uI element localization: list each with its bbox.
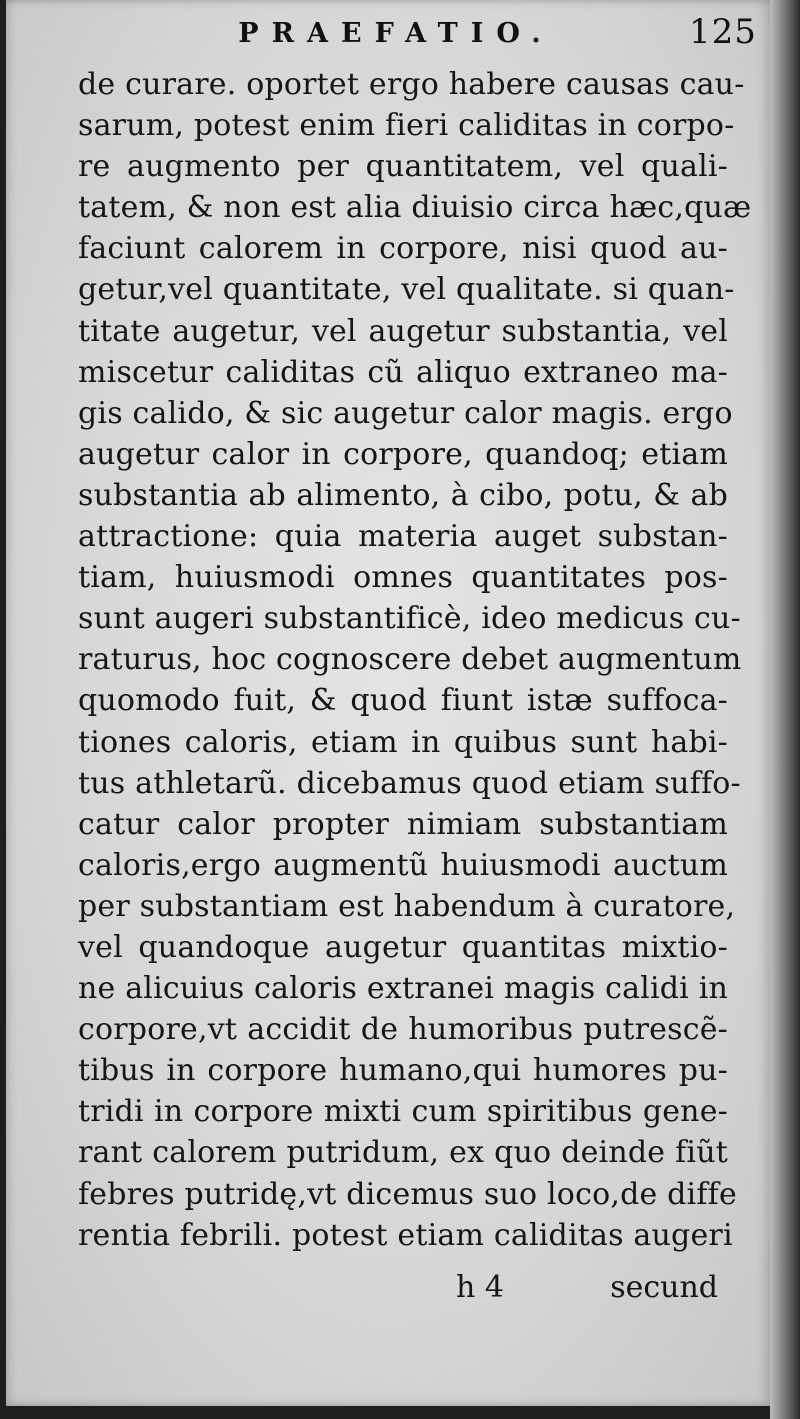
page-edge-shadow <box>770 0 800 1419</box>
text-line: catur calor propter nimiam substantiam <box>78 806 728 842</box>
text-line: ne alicuius caloris extranei magis calidi in <box>78 971 729 1007</box>
text-line: getur,vel quantitate, vel qualitate. si quan- <box>78 272 735 308</box>
text-line: vel quandoque augetur quantitas mixtio- <box>78 929 728 965</box>
text-line: attractione: quia materia auget substan- <box>78 519 728 555</box>
text-line: raturus, hoc cognoscere debet augmentum <box>78 642 742 678</box>
running-head: PRAEFATIO. <box>238 18 554 49</box>
text-line: tibus in corpore humano,qui humores pu- <box>78 1053 728 1089</box>
text-line: corpore,vt accidit de humoribus putrescẽ- <box>78 1012 728 1048</box>
text-line: tridi in corpore mixti cum spiritibus gene- <box>78 1094 728 1130</box>
text-line: augetur calor in corpore, quandoq; etiam <box>78 436 728 472</box>
body-text <box>78 64 752 1256</box>
page-footer <box>78 1270 728 1310</box>
text-line: de curare. oportet ergo habere causas cau- <box>78 67 745 102</box>
text-line: gis calido, & sic augetur calor magis. ergo <box>78 395 733 431</box>
signature-mark: h 4 <box>456 1270 504 1305</box>
text-line: substantia ab alimento, à cibo, potu, & ab <box>78 477 728 513</box>
page-number: 125 <box>689 12 757 52</box>
text-line: febres putridę,vt dicemus suo loco,de diffe <box>78 1176 737 1212</box>
text-line: sunt augeri substantificè, ideo medicus cu- <box>78 601 741 637</box>
catchword: secund <box>610 1270 718 1305</box>
text-line: caloris,ergo augmentũ huiusmodi auctum <box>78 847 728 883</box>
text-line: sarum, potest enim fieri caliditas in corpo- <box>78 108 735 144</box>
text-line: rant calorem putridum, ex quo deinde fiũt <box>78 1135 728 1171</box>
text-line: quomodo fuit, & quod fiunt istæ suffoca- <box>78 683 728 719</box>
text-line: titate augetur, vel augetur substantia, vel <box>78 313 728 349</box>
text-line: rentia febrili. potest etiam caliditas augeri <box>78 1217 733 1253</box>
text-line: faciunt calorem in corpore, nisi quod au- <box>78 231 728 267</box>
text-line: per substantiam est habendum à curatore, <box>78 888 736 924</box>
text-line: re augmento per quantitatem, vel quali- <box>78 149 728 185</box>
book-page <box>6 0 772 1406</box>
text-line: tatem, & non est alia diuisio circa hæc,quæ <box>78 190 752 226</box>
text-line: tus athletarũ. dicebamus quod etiam suffo- <box>78 765 741 801</box>
text-line: tiones caloris, etiam in quibus sunt habi- <box>78 724 728 760</box>
text-line: miscetur caliditas cũ aliquo extraneo ma- <box>78 354 728 390</box>
text-line: tiam, huiusmodi omnes quantitates pos- <box>78 560 728 596</box>
